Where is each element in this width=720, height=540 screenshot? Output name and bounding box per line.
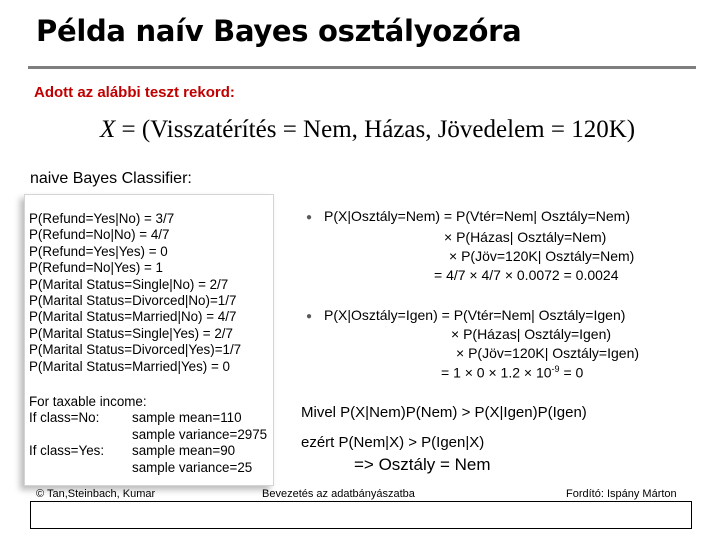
income-no-label: If class=No: — [29, 410, 100, 426]
calc-igen-result — [441, 364, 583, 381]
footer-course: Bevezetés az adatbányászatba — [262, 488, 415, 500]
conclusion-line2: ezért P(Nem|X) > P(Igen|X) — [301, 434, 485, 451]
probability-line: P(Marital Status=Single|Yes) = 2/7 — [29, 325, 233, 341]
page-title: Példa naív Bayes osztályozóra — [36, 14, 522, 48]
probability-line: P(Refund=Yes|No) = 3/7 — [29, 211, 175, 226]
conclusion-line3: => Osztály = Nem — [354, 455, 491, 474]
income-yes-variance: sample variance=25 — [132, 459, 253, 475]
conclusion-line1: Mivel P(X|Nem)P(Nem) > P(X|Igen)P(Igen) — [301, 404, 587, 421]
probability-line: P(Marital Status=Divorced|No)=1/7 — [29, 293, 237, 308]
income-yes-row — [29, 443, 236, 459]
calc-igen-exponent: -9 — [551, 364, 560, 374]
calc-igen-line1: P(X|Osztály=Igen) = P(Vtér=Nem| Osztály=Igen) — [324, 307, 626, 323]
calc-igen-line3: × P(Jöv=120K| Osztály=Igen) — [456, 345, 640, 361]
calc-igen-result-main: = 1 × 0 × 1.2 × 10 — [441, 364, 552, 381]
probability-line: P(Marital Status=Single|No) = 2/7 — [29, 276, 229, 292]
bullet-icon: ● — [306, 311, 313, 322]
probability-table — [24, 194, 274, 486]
probability-line: P(Marital Status=Married|No) = 4/7 — [29, 309, 237, 325]
income-no-row — [29, 410, 242, 426]
income-yes-mean: sample mean=90 — [132, 443, 236, 459]
footer-translator: Fordító: Ispány Márton — [566, 488, 677, 500]
subtitle: Adott az alábbi teszt rekord: — [34, 84, 235, 101]
title-divider — [28, 66, 696, 69]
calc-nem-line1: P(X|Osztály=Nem) = P(Vtér=Nem| Osztály=Nem) — [324, 208, 631, 224]
calc-igen-line2: × P(Házas| Osztály=Igen) — [451, 326, 612, 342]
income-no-variance: sample variance=2975 — [132, 426, 268, 442]
probability-line: P(Marital Status=Divorced|Yes)=1/7 — [29, 342, 242, 358]
income-header: For taxable income: — [29, 394, 147, 409]
calc-nem-line2: × P(Házas| Osztály=Nem) — [444, 229, 607, 245]
formula-body: = (Visszatérítés = Nem, Házas, Jövedelem = 120K) — [115, 116, 636, 143]
probability-line: P(Refund=No|No) = 4/7 — [29, 227, 170, 243]
probability-line: P(Refund=No|Yes) = 1 — [29, 260, 163, 276]
calc-igen-result-tail: = 0 — [559, 364, 584, 381]
classifier-label: naive Bayes Classifier: — [30, 170, 192, 187]
calc-nem-result: = 4/7 × 4/7 × 0.0072 = 0.0024 — [434, 267, 619, 283]
test-record-formula — [100, 116, 635, 144]
calc-nem-line3: × P(Jöv=120K| Osztály=Nem) — [449, 248, 635, 264]
bottom-frame — [30, 501, 692, 529]
bullet-icon: ● — [306, 212, 313, 223]
income-no-mean: sample mean=110 — [132, 410, 242, 426]
footer-authors: © Tan,Steinbach, Kumar — [36, 488, 156, 500]
income-yes-label: If class=Yes: — [29, 443, 105, 459]
probability-line: P(Refund=Yes|Yes) = 0 — [29, 243, 168, 259]
formula-variable: X — [100, 116, 116, 143]
probability-line: P(Marital Status=Married|Yes) = 0 — [29, 358, 230, 374]
